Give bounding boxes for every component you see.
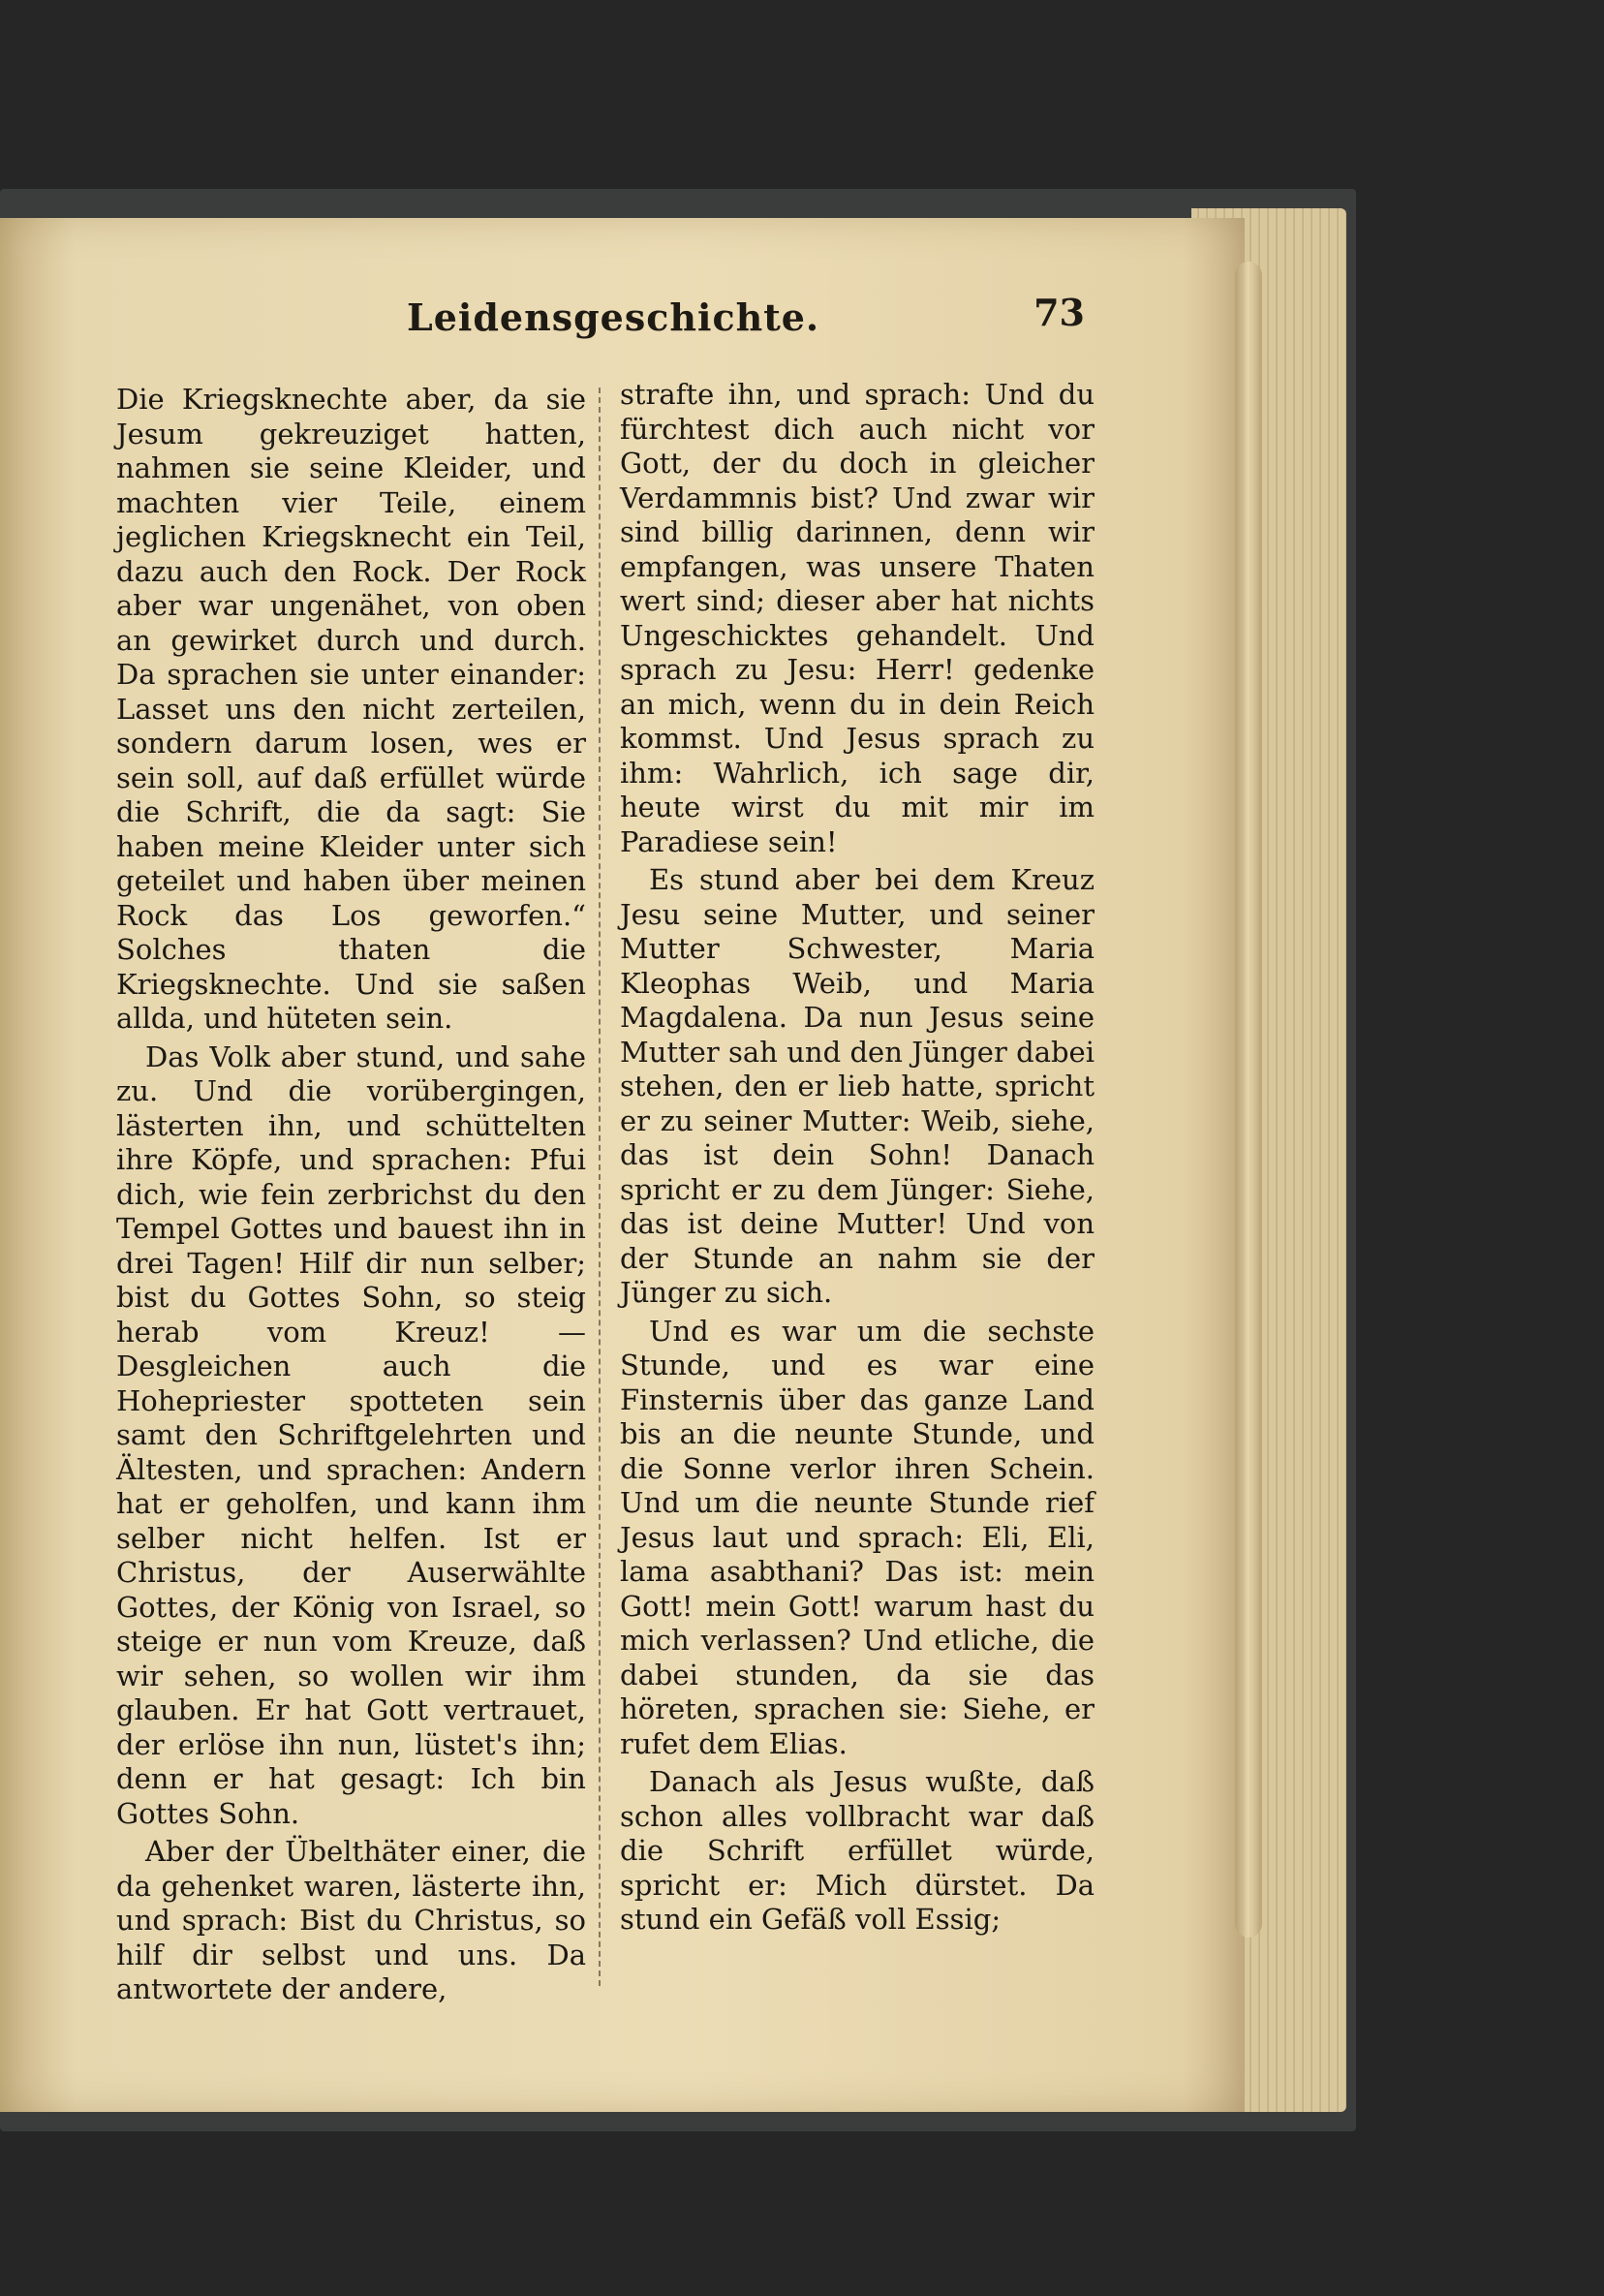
- paragraph: Das Volk aber stund, und sahe zu. Und die vorübergingen, lästerten ihn, und schüttelten ihre Köpfe, und sprachen: Pfui dich, wie fein zerbrichst du den Tempel Gottes und bauest ihn in drei Tagen! Hilf dir nun selber; bist du Gottes Sohn, so steig herab vom Kreuz! — Desgleichen auch die Hohepriester spotteten sein samt den Schriftgelehrten und Ältesten, und sprachen: Andern hat er geholfen, und kann ihm selber nicht helfen. Ist er Christus, der Auserwählte Gottes, der König von Israel, so steige er nun vom Kreuze, daß wir sehen, so wollen wir ihm glauben. Er hat Gott vertrauet, der erlöse ihn nun, lüstet's ihn; denn er hat gesagt: Ich bin Gottes Sohn.: [116, 1039, 586, 1830]
- page-curl: [1235, 262, 1262, 1938]
- right-column: [620, 378, 1095, 1941]
- paragraph: Danach als Jesus wußte, daß schon alles vollbracht war daß die Schrift erfüllet würde, spricht er: Mich dürstet. Da stund ein Gefäß voll Essig;: [620, 1765, 1095, 1936]
- paragraph: Aber der Übelthäter einer, die da gehenket waren, lästerte ihn, und sprach: Bist du Christus, so hilf dir selbst und uns. Da antwortete der andere,: [116, 1835, 586, 2005]
- page-number: 73: [1033, 291, 1085, 334]
- paragraph: Die Kriegsknechte aber, da sie Jesum gekreuziget hatten, nahmen sie seine Kleider, und machten vier Teile, einem jeglichen Kriegsknecht ein Teil, dazu auch den Rock. Der Rock aber war ungenähet, von oben an gewirket durch und durch. Da sprachen sie unter einander: Lasset uns den nicht zerteilen, sondern darum losen, wes er sein soll, auf daß erfüllet würde die Schrift, die da sagt: Sie haben meine Kleider unter sich geteilet und haben über meinen Rock das Los geworfen.“ Solches thaten die Kriegsknechte. Und sie saßen allda, und hüteten sein.: [116, 383, 586, 1035]
- page-header: [407, 291, 1085, 354]
- paragraph: Es stund aber bei dem Kreuz Jesu seine Mutter, und seiner Mutter Schwester, Maria Kleophas Weib, und Maria Magdalena. Da nun Jesus seine Mutter sah und den Jünger dabei stehen, den er lieb hatte, spricht er zu seiner Mutter: Weib, siehe, das ist dein Sohn! Danach spricht er zu dem Jünger: Siehe, das ist deine Mutter! Und von der Stunde an nahm sie der Jünger zu sich.: [620, 863, 1095, 1309]
- paragraph: strafte ihn, und sprach: Und du fürchtest dich auch nicht vor Gott, der du doch in gleicher Verdammnis bist? Und zwar wir sind billig darinnen, denn wir empfangen, was unsere Thaten wert sind; dieser aber hat nichts Ungeschicktes gehandelt. Und sprach zu Jesu: Herr! gedenke an mich, wenn du in dein Reich kommst. Und Jesus sprach zu ihm: Wahrlich, ich sage dir, heute wirst du mit mir im Paradiese sein!: [620, 378, 1095, 858]
- paragraph: Und es war um die sechste Stunde, und es war eine Finsternis über das ganze Land bis an die neunte Stunde, und die Sonne verlor ihren Schein. Und um die neunte Stunde rief Jesus laut und sprach: Eli, Eli, lama asabthani? Das ist: mein Gott! mein Gott! warum hast du mich verlassen? Und etliche, die dabei stunden, da sie das höreten, sprachen sie: Siehe, er rufet dem Elias.: [620, 1314, 1095, 1760]
- column-divider: [599, 388, 601, 1986]
- left-column: [116, 383, 586, 2011]
- running-title: Leidensgeschichte.: [407, 295, 820, 339]
